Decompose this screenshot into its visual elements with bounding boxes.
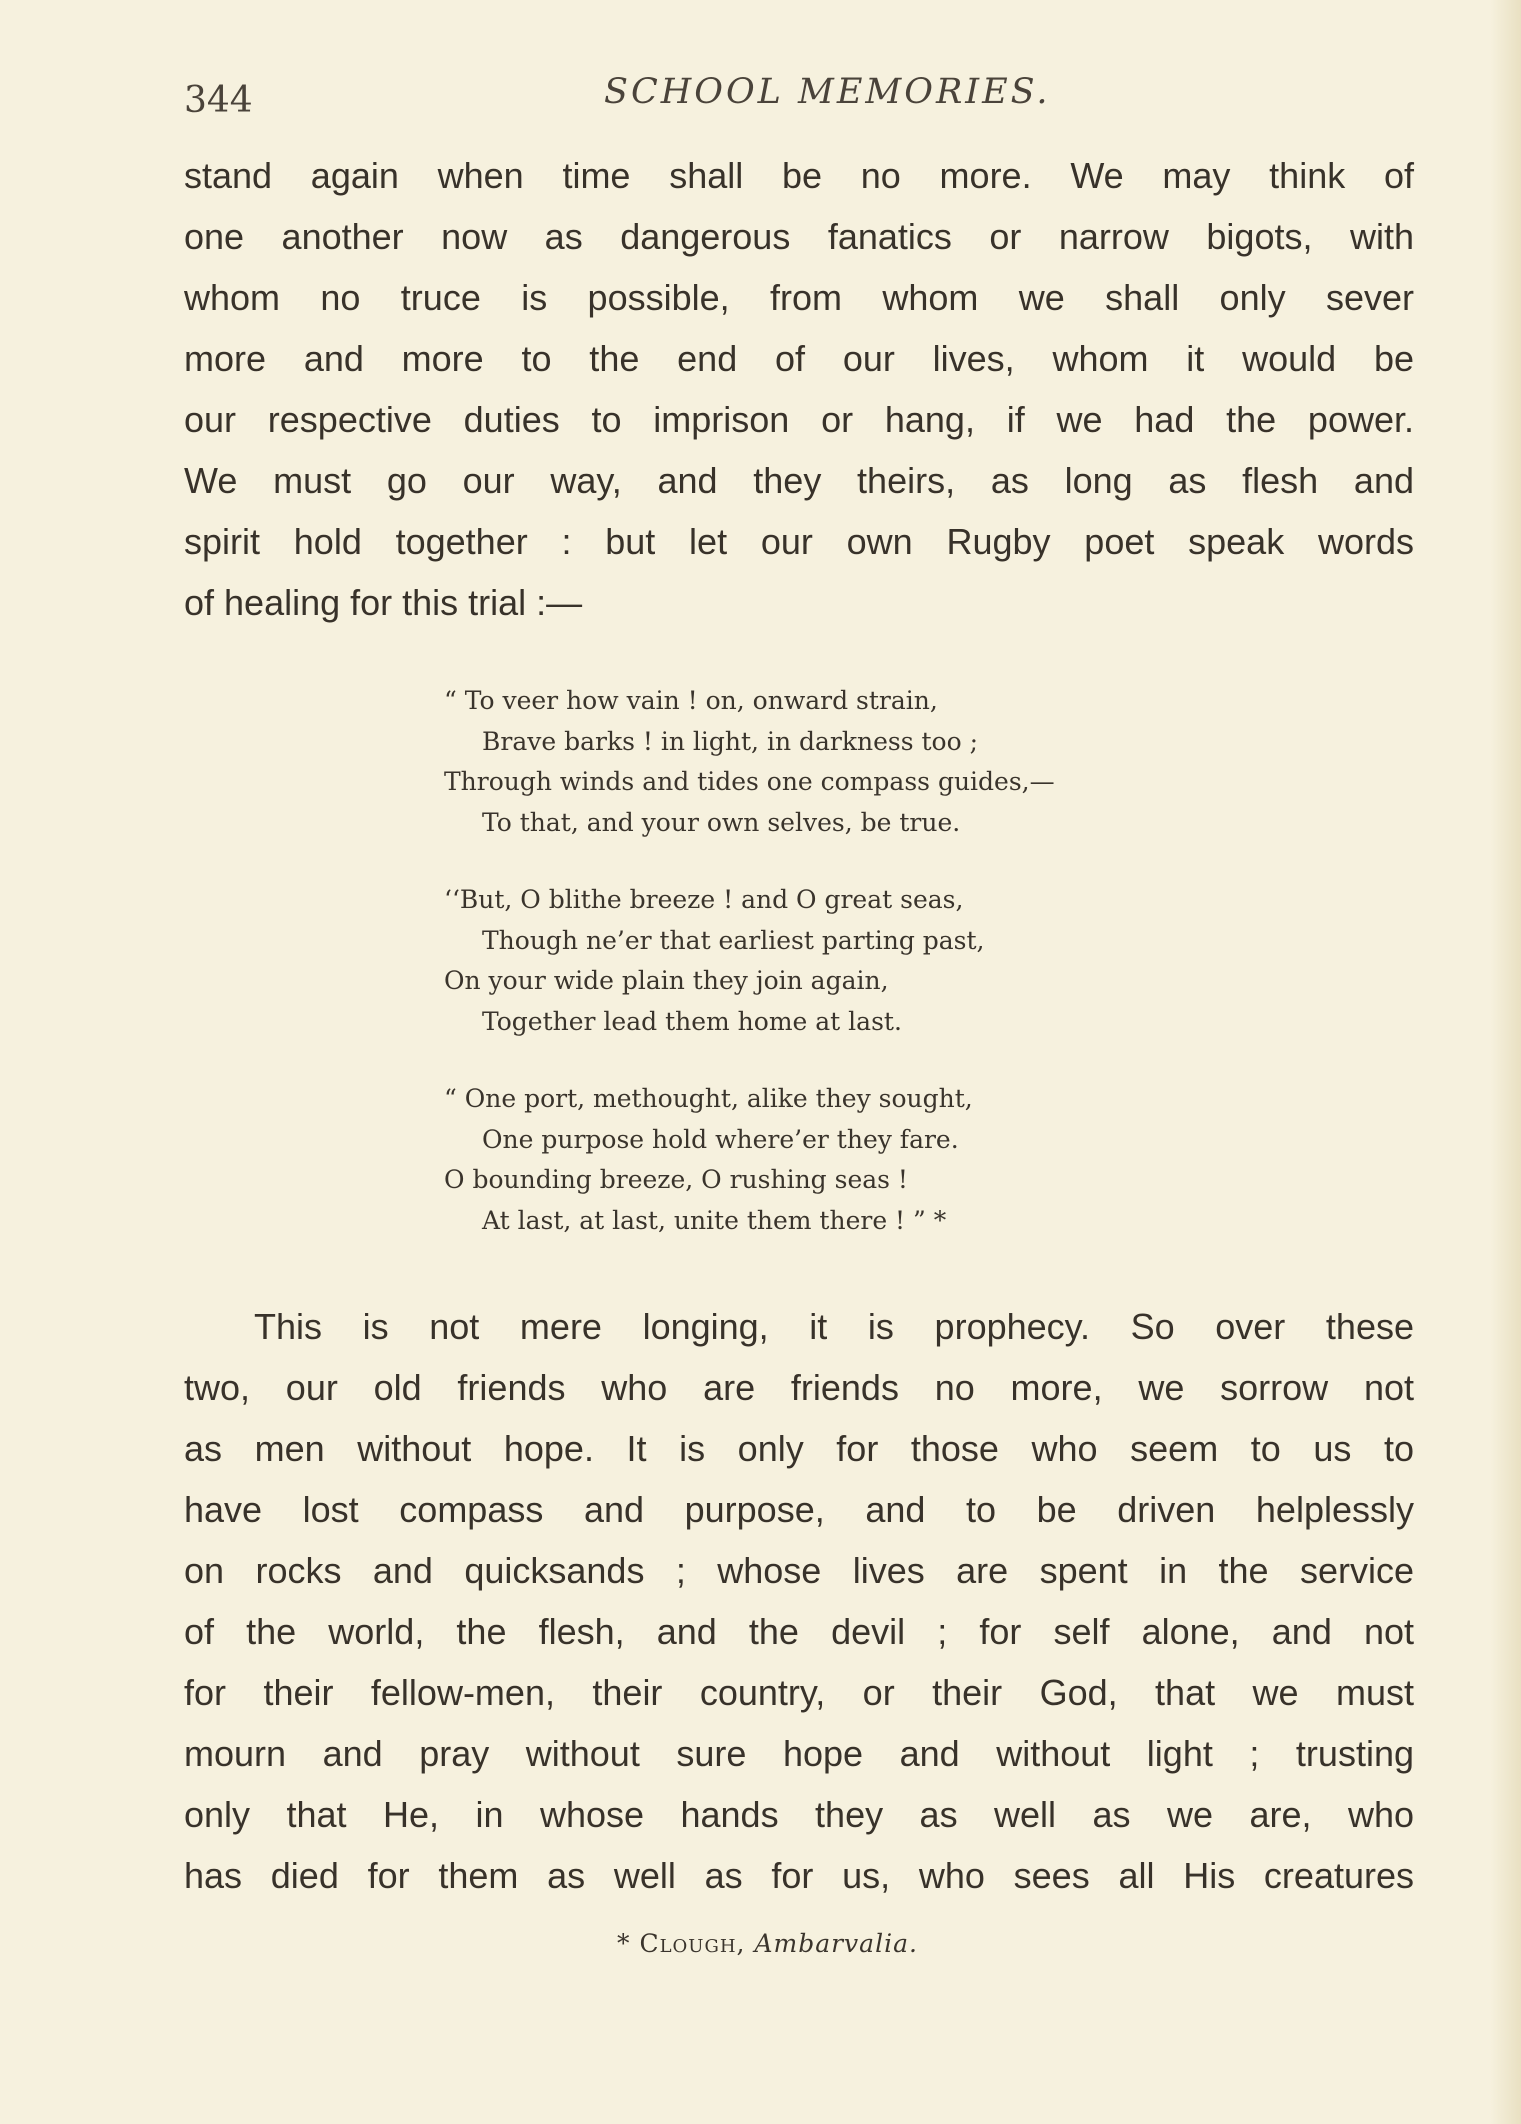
poem-line: Together lead them home at last. <box>482 1006 902 1036</box>
text-line: has died for them as well as for us, who sees all His creatures <box>184 1855 1414 1896</box>
poem-line: Through winds and tides one compass guides,— <box>444 767 1055 796</box>
footnote <box>617 1929 918 1958</box>
page-edge-shadow <box>1490 0 1521 2124</box>
text-line: mourn and pray without sure hope and without light ; trusting <box>184 1733 1414 1774</box>
text-line: This is not mere longing, it is prophecy. So over these <box>254 1306 1414 1347</box>
text-line: whom no truce is possible, from whom we shall only sever <box>184 277 1414 318</box>
poem-line: “ One port, methought, alike they sought, <box>444 1084 973 1113</box>
poem-stanza-2 <box>444 880 1164 1042</box>
text-line: of healing for this trial :— <box>184 582 583 623</box>
paragraph-1 <box>184 145 1414 633</box>
poem-line: One purpose hold where’er they fare. <box>482 1124 959 1154</box>
text-line: more and more to the end of our lives, whom it would be <box>184 338 1414 379</box>
text-line: as men without hope. It is only for those who seem to us to <box>184 1428 1414 1469</box>
footnote-author: Clough, <box>639 1929 746 1958</box>
poem-line: “ To veer how vain ! on, onward strain, <box>444 686 938 715</box>
text-line: have lost compass and purpose, and to be driven helplessly <box>184 1489 1414 1530</box>
poem-line: O bounding breeze, O rushing seas ! <box>444 1165 908 1194</box>
text-line: spirit hold together : but let our own Rugby poet speak words <box>184 521 1414 562</box>
page-number: 344 <box>184 80 253 121</box>
text-line: two, our old friends who are friends no more, we sorrow not <box>184 1367 1414 1408</box>
poem-line: Though ne’er that earliest parting past, <box>482 925 985 955</box>
text-line: for their fellow-men, their country, or their God, that we must <box>184 1672 1414 1713</box>
text-line: stand again when time shall be no more. We may think of <box>184 155 1414 196</box>
text-line: We must go our way, and they theirs, as long as flesh and <box>184 460 1414 501</box>
text-line: on rocks and quicksands ; whose lives are spent in the service <box>184 1550 1414 1591</box>
text-line: of the world, the flesh, and the devil ; for self alone, and not <box>184 1611 1414 1652</box>
poem-line: ‘‘But, O blithe breeze ! and O great seas, <box>444 885 964 914</box>
poem-line: At last, at last, unite them there ! ” * <box>482 1205 947 1235</box>
poem-stanza-1 <box>444 681 1164 843</box>
paragraph-2 <box>184 1296 1414 1906</box>
running-title: SCHOOL MEMORIES. <box>604 72 1051 112</box>
poem-line: Brave barks ! in light, in darkness too ; <box>482 726 979 756</box>
footnote-marker: * <box>617 1929 640 1958</box>
text-line: our respective duties to imprison or hang, if we had the power. <box>184 399 1414 440</box>
poem-line: To that, and your own selves, be true. <box>482 807 961 837</box>
poem-line: On your wide plain they join again, <box>444 966 889 995</box>
poem-stanza-3 <box>444 1079 1164 1241</box>
text-line: one another now as dangerous fanatics or narrow bigots, with <box>184 216 1414 257</box>
text-line: only that He, in whose hands they as well as we are, who <box>184 1794 1414 1835</box>
page-header <box>184 72 1364 122</box>
footnote-title: Ambarvalia. <box>754 1929 918 1958</box>
